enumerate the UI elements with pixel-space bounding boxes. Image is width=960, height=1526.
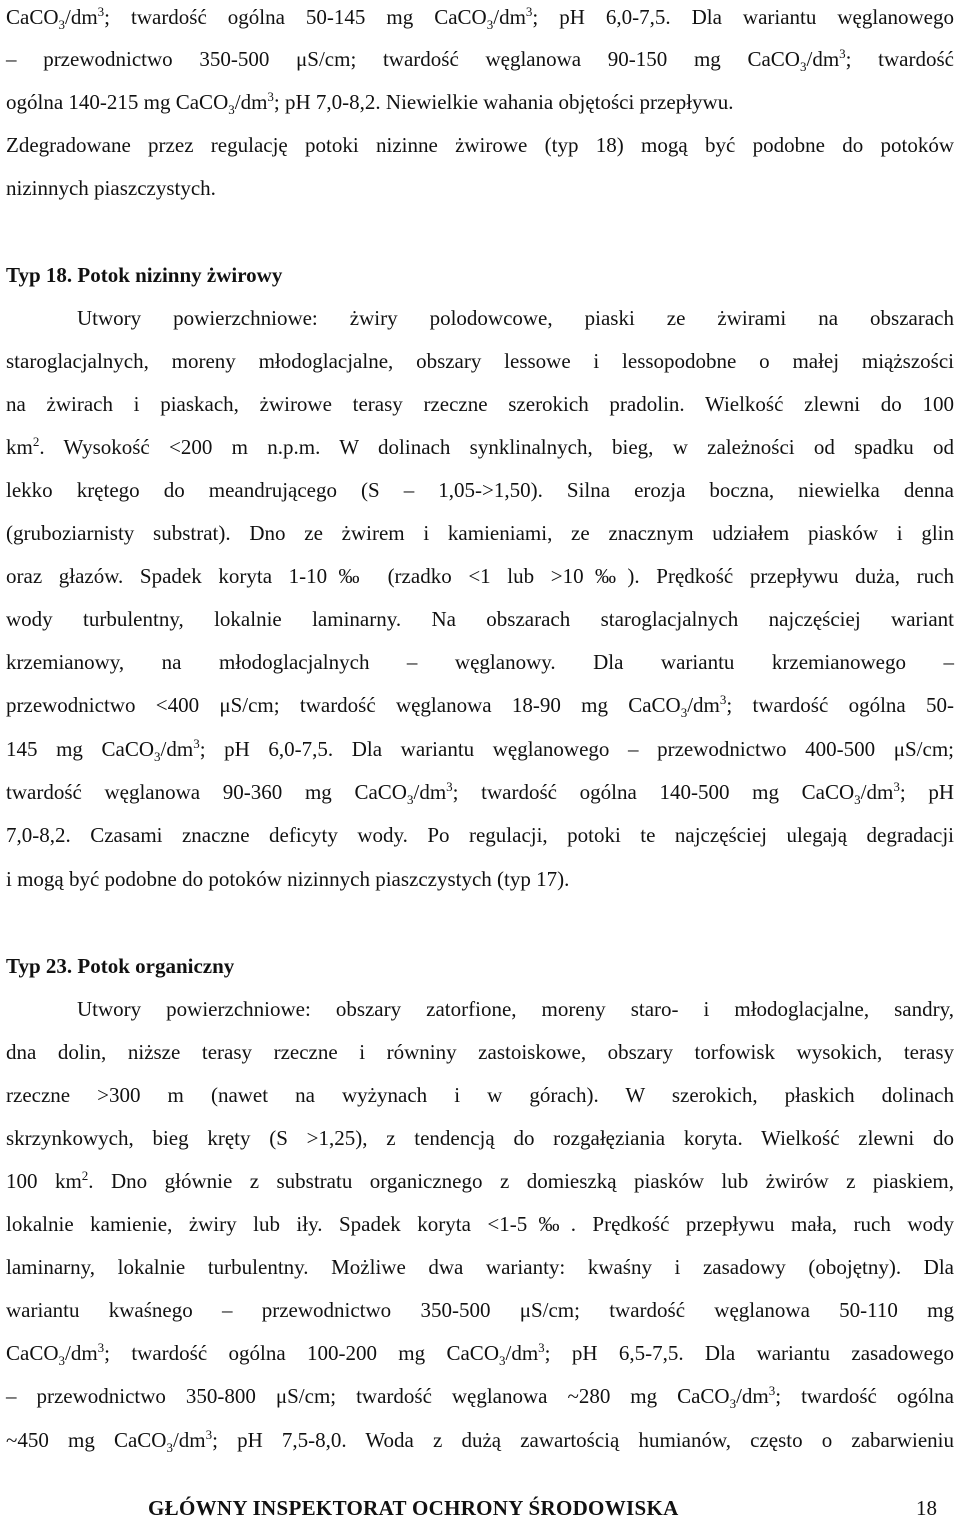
text-line: $CaCO_3/dm^3$; twardość ogólna 50-145 mg $CaCO_3/dm^3$; pH 6,0-7,5. Dla wariantu węglanowego <box>6 4 954 33</box>
text-line: – przewodnictwo 350-800 μS/cm; twardość węglanowa ~280 mg $CaCO_3/dm^3$; twardość ogólna <box>6 1383 954 1412</box>
footer-title: GŁÓWNY INSPEKTORAT OCHRONY ŚRODOWISKA <box>148 1496 679 1520</box>
text-line: Utwory powierzchniowe: żwiry polodowcowe, piaski ze żwirami na obszarach <box>77 306 954 330</box>
text-line: ogólna 140-215 mg $CaCO_3/dm^3$; pH 7,0-8,2. Niewielkie wahania objętości przepływu. <box>6 89 734 118</box>
text-line: (gruboziarnisty substrat). Dno ze żwirem i kamieniami, ze znacznym udziałem piasków i glin <box>6 521 954 545</box>
page-number: 18 <box>916 1496 937 1520</box>
text-line: Zdegradowane przez regulację potoki nizinne żwirowe (typ 18) mogą być podobne do potoków <box>6 133 954 157</box>
text-line: lekko krętego do meandrującego (S – 1,05->1,50). Silna erozja boczna, niewielka denna <box>6 478 954 502</box>
text-line: wariantu kwaśnego – przewodnictwo 350-500 μS/cm; twardość węglanowa 50-110 mg <box>6 1298 954 1322</box>
text-line: oraz głazów. Spadek koryta 1-10‰ (rzadko <1 lub >10‰). Prędkość przepływu duża, ruch <box>6 564 954 588</box>
section-heading-typ-23: Typ 23. Potok organiczny <box>6 954 235 978</box>
text-line: skrzynkowych, bieg kręty (S >1,25), z tendencją do rozgałęziania koryta. Wielkość zlewni do <box>6 1126 954 1150</box>
text-line: staroglacjalnych, moreny młodoglacjalne, obszary lessowe i lessopodobne o małej miąższości <box>6 349 954 373</box>
text-line: $CaCO_3/dm^3$; twardość ogólna 100-200 mg $CaCO_3/dm^3$; pH 6,5-7,5. Dla wariantu zasadowego <box>6 1340 954 1369</box>
text-line: dna dolin, niższe terasy rzeczne i równiny zastoiskowe, obszary torfowisk wysokich, terasy <box>6 1040 954 1064</box>
text-line: nizinnych piaszczystych. <box>6 176 216 200</box>
text-line: i mogą być podobne do potoków nizinnych piaszczystych (typ 17). <box>6 867 570 891</box>
text-line: laminarny, lokalnie turbulentny. Możliwe dwa warianty: kwaśny i zasadowy (obojętny). Dla <box>6 1255 954 1279</box>
text-line: rzeczne >300 m (nawet na wyżynach i w górach). W szerokich, płaskich dolinach <box>6 1083 954 1107</box>
text-line: twardość węglanowa 90-360 mg $CaCO_3/dm^3$; twardość ogólna 140-500 mg $CaCO_3/dm^3$; pH <box>6 779 955 808</box>
text-line: na żwirach i piaskach, żwirowe terasy rzeczne szerokich pradolin. Wielkość zlewni do 100 <box>6 392 954 416</box>
text-line: wody turbulentny, lokalnie laminarny. Na obszarach staroglacjalnych najczęściej wariant <box>6 607 954 631</box>
text-line: 100 $km^2$. Dno głównie z substratu organicznego z domieszką piasków lub żwirów z piaskiem, <box>6 1168 954 1193</box>
text-line: – przewodnictwo 350-500 μS/cm; twardość węglanowa 90-150 mg $CaCO_3/dm^3$; twardość <box>6 46 954 75</box>
text-line: Utwory powierzchniowe: obszary zatorfione, moreny staro- i młodoglacjalne, sandry, <box>77 997 954 1021</box>
text-line: krzemianowy, na młodoglacjalnych – węglanowy. Dla wariantu krzemianowego – <box>6 650 954 674</box>
section-heading-typ-18: Typ 18. Potok nizinny żwirowy <box>6 263 283 287</box>
text-line: $km^2$. Wysokość <200 m n.p.m. W dolinach synklinalnych, bieg, w zależności od spadku od <box>6 434 954 459</box>
text-line: lokalnie kamienie, żwiry lub iły. Spadek koryta <1-5‰. Prędkość przepływu mała, ruch wody <box>6 1212 954 1236</box>
text-line: przewodnictwo <400 μS/cm; twardość węglanowa 18-90 mg $CaCO_3/dm^3$; twardość ogólna 50- <box>6 692 954 721</box>
text-line: ~450 mg $CaCO_3/dm^3$; pH 7,5-8,0. Woda z dużą zawartością humianów, często o zabarwieniu <box>6 1427 954 1456</box>
text-line: 145 mg $CaCO_3/dm^3$; pH 6,0-7,5. Dla wariantu węglanowego – przewodnictwo 400-500 μS/cm; <box>6 736 954 765</box>
text-line: 7,0-8,2. Czasami znaczne deficyty wody. Po regulacji, potoki te najczęściej ulegają degradacji <box>6 823 954 847</box>
